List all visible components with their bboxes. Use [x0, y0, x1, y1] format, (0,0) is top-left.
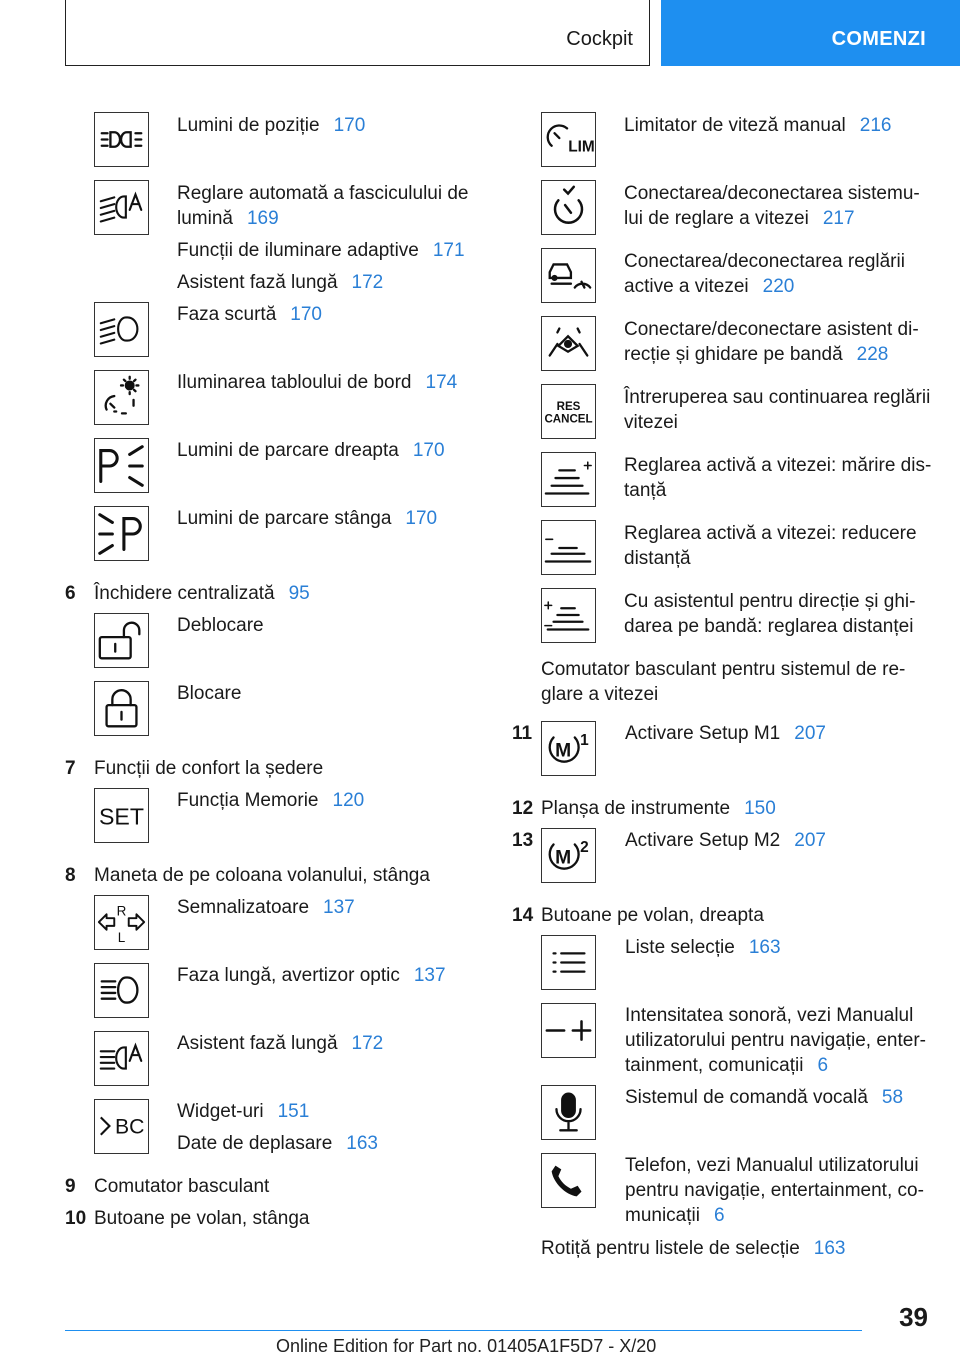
high-beam-assist-icon [94, 1031, 149, 1086]
page-ref-link[interactable]: 207 [794, 723, 826, 744]
digit-label: 2 [580, 839, 589, 857]
item-number: 9 [65, 1176, 76, 1197]
page-ref-link[interactable]: 228 [856, 344, 889, 365]
left-item9-text: Comutator basculant [94, 1176, 270, 1197]
chapter-title: COMENZI [831, 28, 926, 50]
item-number: 14 [512, 905, 534, 926]
page-ref-link[interactable]: 220 [762, 276, 795, 297]
right-row7-text: Reglarea activă a vitezei: reducere distanță [624, 523, 917, 569]
footer-edition: Online Edition for Part no. 01405A1F5D7 - X/20 [276, 1336, 657, 1356]
position-lights-icon [94, 112, 149, 167]
right-row6-text: Reglarea activă a vitezei: mărire dis- tanță [624, 455, 932, 501]
right-row13-text: Rotiță pentru listele de selecție 163 [541, 1238, 846, 1259]
right-row4-text: Conectare/deconectare asistent di- recție și ghidare pe bandă 228 [624, 319, 919, 365]
left-row6-text: Lumini de parcare stânga 170 [177, 508, 438, 529]
item-number: 8 [65, 865, 76, 886]
right-row9-text: Liste selecție 163 [625, 937, 781, 958]
item-number: 10 [65, 1208, 87, 1229]
set-label: SET [99, 803, 144, 830]
left-row3-text: Faza scurtă 170 [177, 304, 322, 325]
page-ref-link[interactable]: 207 [794, 830, 826, 851]
parking-light-right-icon [94, 438, 149, 493]
memory-set-icon [94, 788, 149, 843]
item-number: 12 [512, 798, 534, 819]
high-beam-icon [94, 963, 149, 1018]
right-row5-text: Întreruperea sau continuarea reglării vitezei [624, 387, 931, 433]
right-row3-text: Conectarea/deconectarea reglării active a vitezei 220 [624, 251, 905, 297]
page-ref-link[interactable]: 151 [277, 1101, 310, 1122]
page-ref-link[interactable]: 170 [290, 304, 322, 325]
right-row8-text: Cu asistentul pentru direcție și ghi- darea pe bandă: reglarea distanței [624, 591, 916, 637]
left-row2b-text: Funcții de iluminare adaptive 171 [177, 240, 465, 261]
page-ref-link[interactable]: 170 [405, 508, 438, 529]
page-ref-link[interactable]: 163 [748, 937, 781, 958]
left-row9-text: Funcția Memorie 120 [177, 790, 365, 811]
right-item14-text: Butoane pe volan, dreapta [541, 905, 764, 926]
page-ref-link[interactable]: 150 [744, 798, 776, 819]
page-ref-link[interactable]: 58 [881, 1087, 904, 1108]
page-ref-link[interactable]: 137 [413, 965, 446, 986]
page-ref-link[interactable]: 120 [332, 790, 365, 811]
page-ref-link[interactable]: 137 [323, 897, 355, 918]
parking-light-left-icon [94, 506, 149, 561]
left-row2-text: Reglare automată a fasciculului de lumină 169 [177, 183, 469, 229]
left-item7-text: Funcții de confort la ședere [94, 758, 324, 779]
dashboard-lighting-icon [94, 370, 149, 425]
page-ref-link[interactable]: 217 [822, 208, 855, 229]
bc-label: BC [114, 1115, 145, 1139]
cancel-label: CANCEL [544, 413, 593, 426]
low-beam-icon [94, 302, 149, 357]
footer-divider [65, 1330, 862, 1331]
left-item6-text: Închidere centralizată 95 [94, 583, 310, 604]
left-row7-text: Deblocare [177, 615, 264, 636]
left-item8-text: Maneta de pe coloana volanului, stânga [94, 865, 430, 886]
lane-assist-icon [541, 316, 596, 371]
distance-decrease-icon [541, 520, 596, 575]
page-number: 39 [899, 1302, 928, 1332]
right-row10-text: Intensitatea sonoră, vezi Manualul utilizatorului pentru navigație, enter- tainment, comunicații 6 [625, 1005, 927, 1076]
microphone-icon [541, 1085, 596, 1140]
digit-label: 1 [580, 732, 589, 750]
right-item13-text: Activare Setup M2 207 [625, 830, 826, 851]
header-chapter [661, 0, 960, 66]
left-row4-text: Iluminarea tabloului de bord 174 [177, 372, 458, 393]
left-row13b-text: Date de deplasare 163 [177, 1133, 378, 1154]
turn-signal-icon [94, 895, 149, 950]
page-ref-link[interactable]: 6 [817, 1055, 829, 1076]
page-ref-link[interactable]: 6 [713, 1205, 725, 1226]
section-title: Cockpit [566, 28, 633, 50]
active-cruise-icon [541, 248, 596, 303]
right-row11-text: Sistemul de comandă vocală 58 [625, 1087, 904, 1108]
res-label: RES [556, 401, 581, 414]
distance-increase-icon [541, 452, 596, 507]
left-item10-text: Butoane pe volan, stânga [94, 1208, 310, 1229]
setup-m1-icon [541, 721, 596, 776]
right-row1-text: Limitator de viteză manual 216 [624, 115, 892, 136]
page-ref-link[interactable]: 171 [432, 240, 465, 261]
right-row12-text: Telefon, vezi Manualul utilizatorului pentru navigație, entertainment, co- municații 6 [625, 1155, 924, 1226]
volume-icon [541, 1003, 596, 1058]
page-ref-link[interactable]: 172 [351, 1033, 384, 1054]
lim-label: LIM [568, 138, 595, 156]
page-ref-link[interactable]: 169 [246, 208, 279, 229]
unlock-icon [94, 613, 149, 668]
lane-distance-icon [541, 588, 596, 643]
right-item12-text: Planșa de instrumente 150 [541, 798, 776, 819]
page-ref-link[interactable]: 163 [813, 1238, 846, 1259]
setup-m2-icon [541, 828, 596, 883]
signal-r-label: R [116, 903, 127, 919]
left-row8-text: Blocare [177, 683, 242, 704]
header-section [65, 0, 650, 66]
left-row12-text: Asistent fază lungă 172 [177, 1033, 384, 1054]
left-row13-text: Widget-uri 151 [177, 1101, 310, 1122]
phone-icon [541, 1153, 596, 1208]
left-row2c-text: Asistent fază lungă 172 [177, 272, 384, 293]
left-row1-text: Lumini de poziție 170 [177, 115, 366, 136]
m-label: M [555, 847, 572, 869]
res-cancel-icon [541, 384, 596, 439]
list-icon [541, 935, 596, 990]
signal-l-label: L [117, 930, 126, 946]
page-ref-link[interactable]: 174 [425, 372, 458, 393]
right-note-text: Comutator basculant pentru sistemul de re- glare a vitezei [541, 659, 906, 705]
page-ref-link[interactable]: 172 [351, 272, 384, 293]
page-ref-link[interactable]: 170 [412, 440, 445, 461]
page-ref-link[interactable]: 95 [288, 583, 310, 604]
page-ref-link[interactable]: 216 [859, 115, 892, 136]
speed-limiter-icon [541, 112, 596, 167]
item-number: 6 [65, 583, 76, 604]
page-ref-link[interactable]: 163 [346, 1133, 378, 1154]
auto-beam-icon [94, 180, 149, 235]
left-row10-text: Semnalizatoare 137 [177, 897, 355, 918]
page-ref-link[interactable]: 170 [333, 115, 366, 136]
item-number: 13 [512, 830, 534, 851]
cruise-control-icon [541, 180, 596, 235]
left-row11-text: Faza lungă, avertizor optic 137 [177, 965, 446, 986]
right-item11-text: Activare Setup M1 207 [625, 723, 826, 744]
item-number: 7 [65, 758, 76, 779]
m-label: M [555, 740, 572, 762]
lock-icon [94, 681, 149, 736]
right-row2-text: Conectarea/deconectarea sistemu- lui de reglare a vitezei 217 [624, 183, 920, 229]
bc-widget-icon [94, 1099, 149, 1154]
left-row5-text: Lumini de parcare dreapta 170 [177, 440, 445, 461]
item-number: 11 [512, 723, 533, 744]
